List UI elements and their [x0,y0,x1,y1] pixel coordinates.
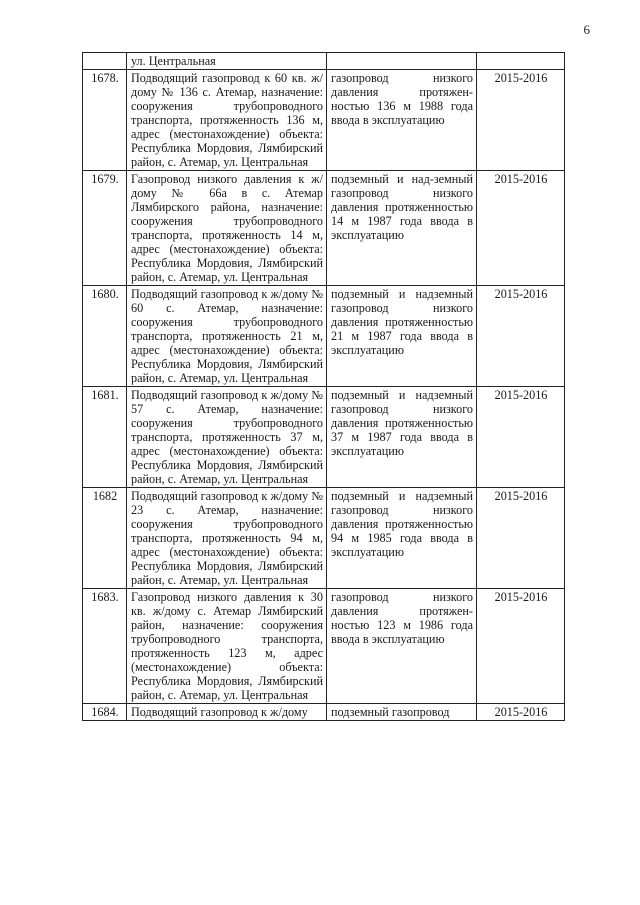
registry-body [83,53,565,721]
privatization-period-cell: 2015-2016 [477,488,565,589]
privatization-period-cell: 2015-2016 [477,704,565,721]
carryover-desc-cell: ул. Центральная [127,53,327,70]
object-description-cell: Подводящий газопровод к ж/дому [127,704,327,721]
row-number-cell: 1680. [83,286,127,387]
object-description-cell: Подводящий газопровод к 60 кв. ж/дому № 136 с. Атемар, назначение: сооружения трубопроводного транспорта, протяженность 136 м, адрес (местонахождение) объекта: Республика Мордовия, Лямбирский район, с. Атемар, ул. Центральная [127,70,327,171]
table-row [83,488,565,589]
row-number-cell: 1681. [83,387,127,488]
object-characteristics-cell: подземный и надземный газопровод низкого давления протяженностью 94 м 1985 года ввода в эксплуатацию [327,488,477,589]
privatization-period-cell: 2015-2016 [477,70,565,171]
row-number-cell: 1678. [83,70,127,171]
carryover-kind-cell [327,53,477,70]
object-description-cell: Подводящий газопровод к ж/дому № 23 с. Атемар, назначение: сооружения трубопроводного транспорта, протяженность 94 м, адрес (местонахождение) объекта: Республика Мордовия, Лямбирский район, с. Атемар, ул. Центральная [127,488,327,589]
row-number-cell: 1679. [83,171,127,286]
object-description-cell: Подводящий газопровод к ж/дому № 57 с. Атемар, назначение: сооружения трубопроводного транспорта, протяженность 37 м, адрес (местонахождение) объекта: Республика Мордовия, Лямбирский район, с. Атемар, ул. Центральная [127,387,327,488]
table-row [83,70,565,171]
object-characteristics-cell: подземный и надземный газопровод низкого давления протяженностью 21 м 1987 года ввода в эксплуатацию [327,286,477,387]
object-characteristics-cell: подземный и надземный газопровод низкого давления протяженностью 37 м 1987 года ввода в эксплуатацию [327,387,477,488]
object-description-cell: Газопровод низкого давления к 30 кв. ж/дому с. Атемар Лямбирский район, назначение: сооружения трубопроводного транспорта, протяженность 123 м, адрес (местонахождение) объекта: Республика Мордовия, Лямбирский район, с. Атемар, ул. Центральная [127,589,327,704]
privatization-period-cell: 2015-2016 [477,171,565,286]
privatization-period-cell: 2015-2016 [477,387,565,488]
row-number-cell: 1682 [83,488,127,589]
object-description-cell: Подводящий газопровод к ж/дому № 60 с. Атемар, назначение: сооружения трубопроводного транспорта, протяженность 21 м, адрес (местонахождение) объекта: Республика Мордовия, Лямбирский район, с. Атемар, ул. Центральная [127,286,327,387]
privatization-period-cell: 2015-2016 [477,286,565,387]
table-row [83,171,565,286]
row-number-cell: 1683. [83,589,127,704]
object-description-cell: Газопровод низкого давления к ж/дому № 66а в с. Атемар Лямбирского района, назначение: сооружения трубопроводного транспорта, протяженность 14 м, адрес (местонахождение) объекта: Республика Мордовия, Лямбирский район, с. Атемар, ул. Центральная [127,171,327,286]
carryover-period-cell [477,53,565,70]
page-number: 6 [583,22,590,37]
privatization-period-cell: 2015-2016 [477,589,565,704]
object-characteristics-cell: газопровод низкого давления протяжен-ностью 136 м 1988 года ввода в эксплуатацию [327,70,477,171]
carryover-num-cell [83,53,127,70]
table-row [83,589,565,704]
table-row [83,286,565,387]
table-row [83,704,565,721]
row-number-cell: 1684. [83,704,127,721]
object-characteristics-cell: газопровод низкого давления протяжен-ностью 123 м 1986 года ввода в эксплуатацию [327,589,477,704]
object-characteristics-cell: подземный газопровод [327,704,477,721]
property-registry-table [82,52,565,721]
table-row [83,387,565,488]
object-characteristics-cell: подземный и над-земный газопровод низкого давления протяженностью 14 м 1987 года ввода в эксплуатацию [327,171,477,286]
carryover-row [83,53,565,70]
